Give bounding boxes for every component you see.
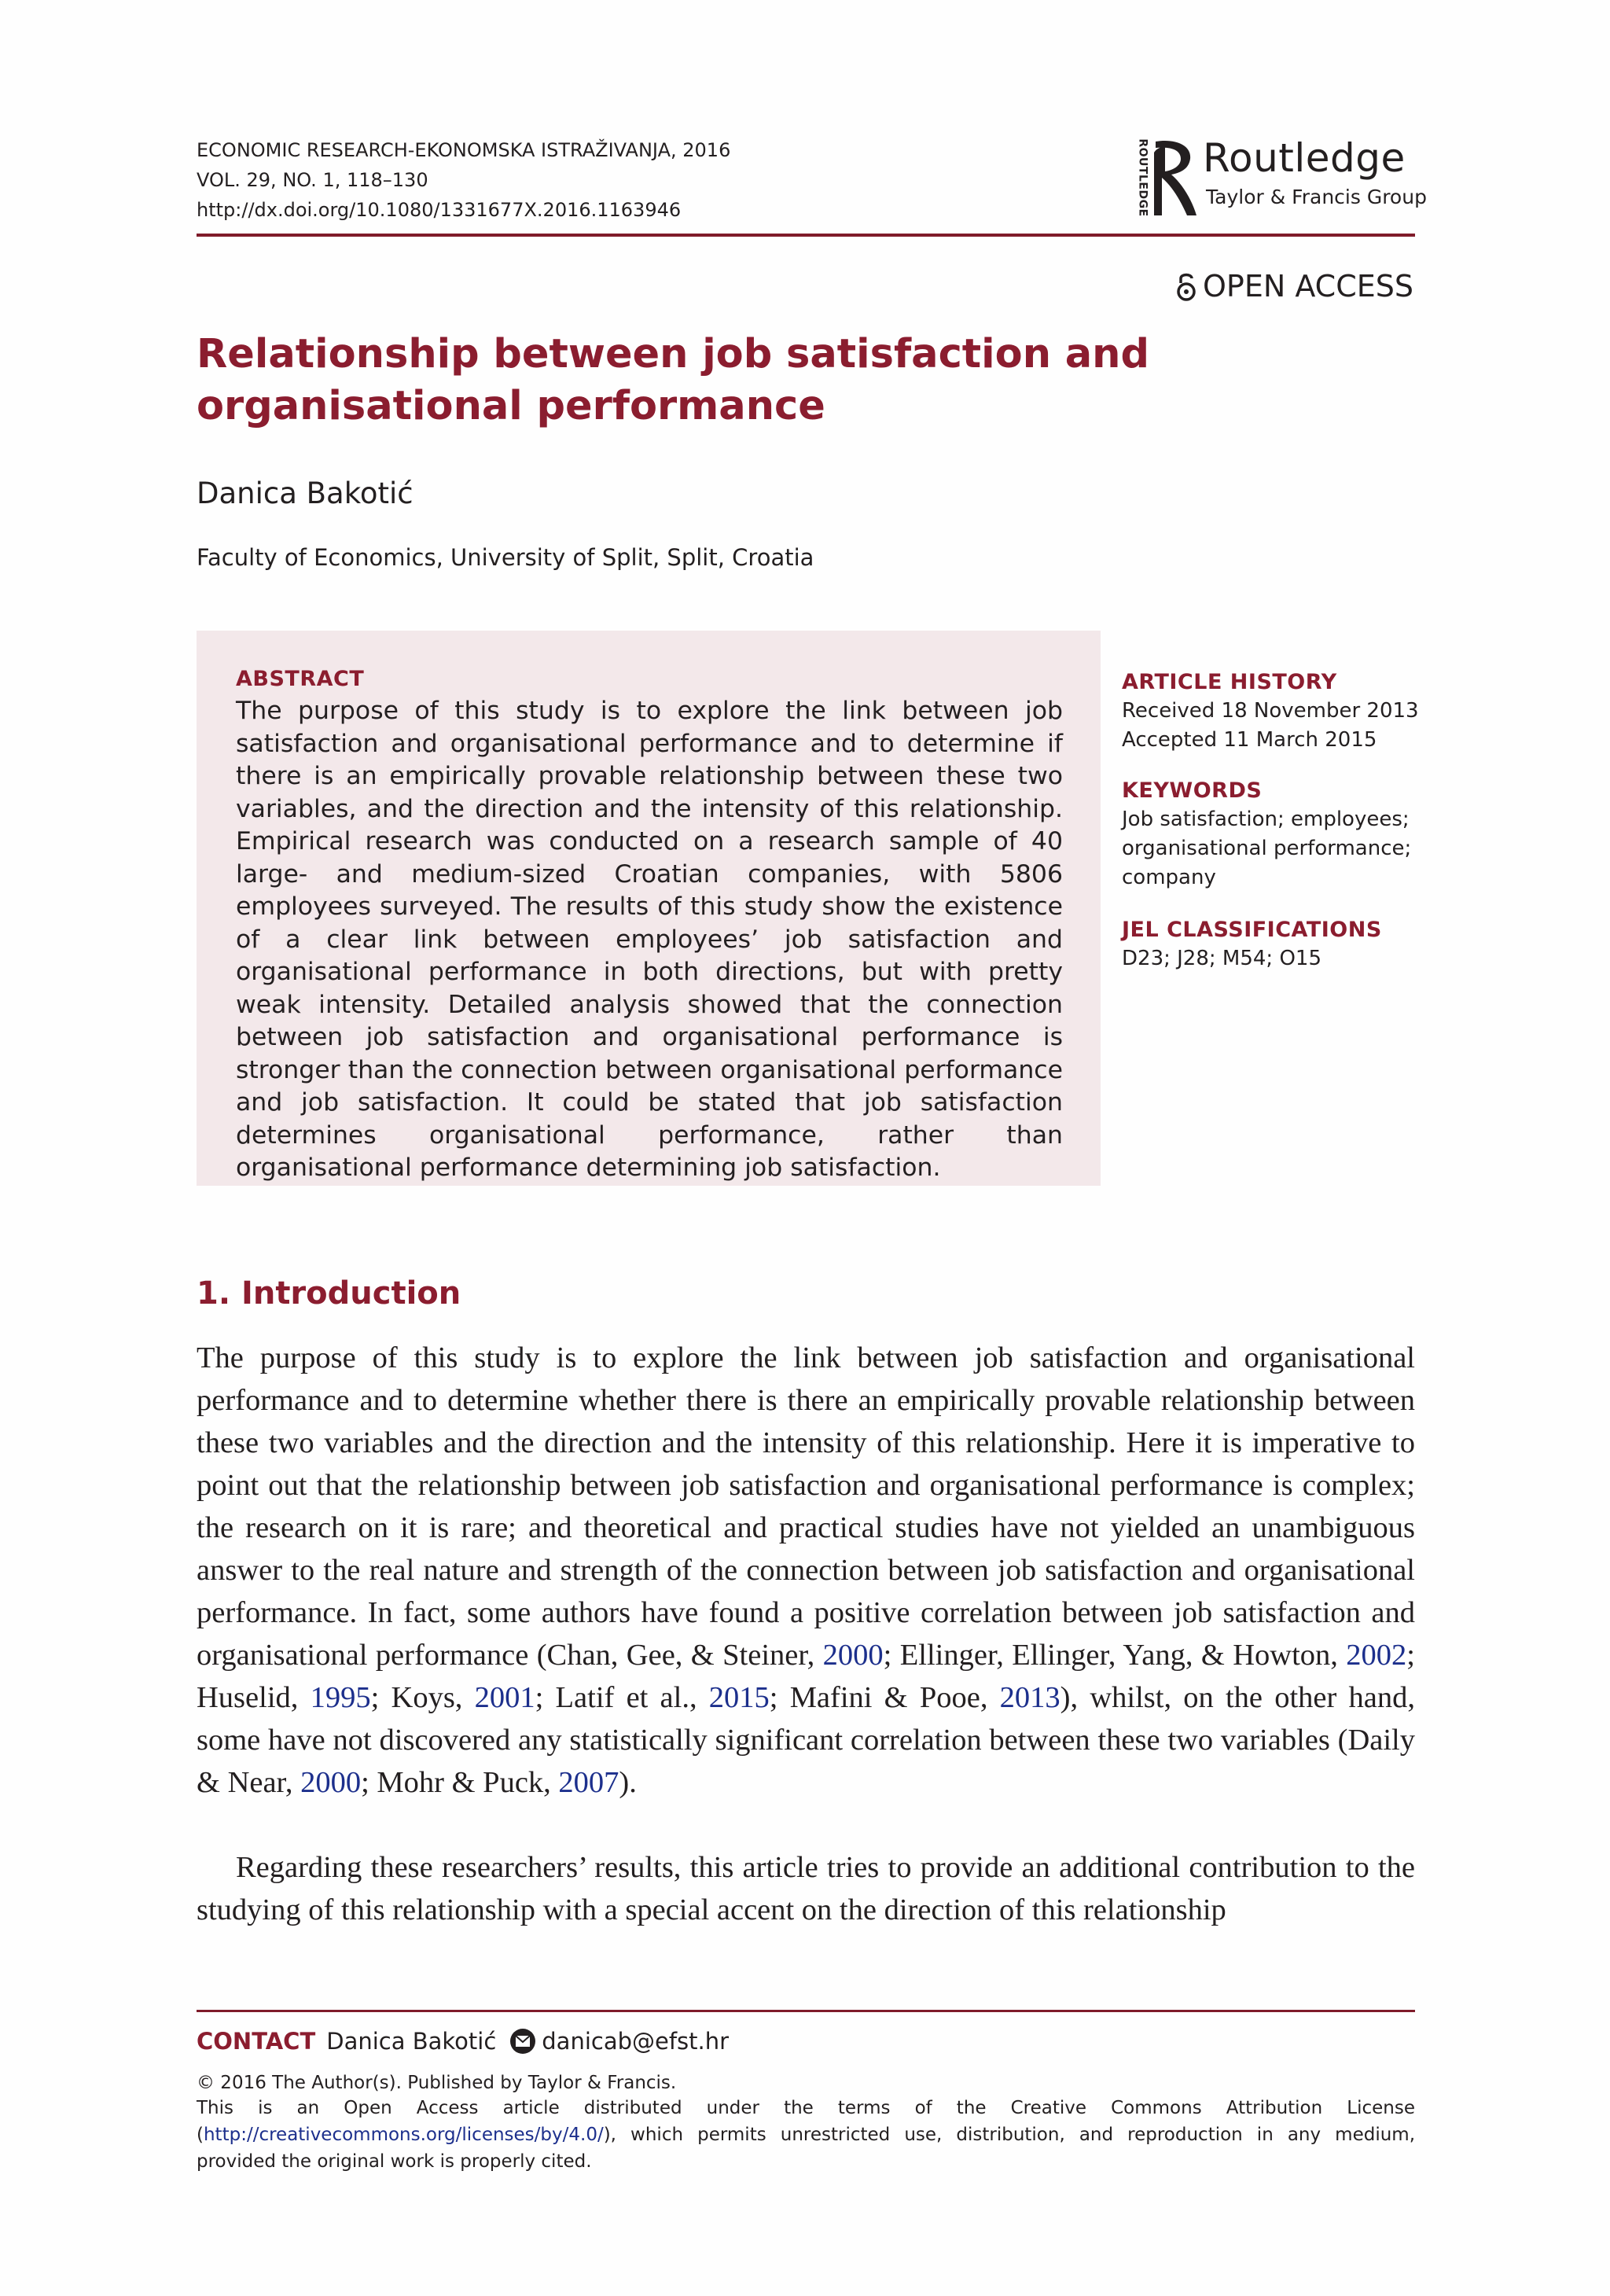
publisher-name: Routledge [1203, 135, 1406, 181]
citation-link[interactable]: 2002 [1346, 1639, 1407, 1672]
citation-link[interactable]: 2000 [822, 1639, 884, 1672]
abstract-text: The purpose of this study is to explore the link between job satisfaction and organisational performance and to determine if there is an empirically provable relationship between these two variables, and the direction and the intensity of this relationship. Empirical research was conducted on a research sample of 40 large- and medium-sized Croatian companies, with 5806 employees surveyed. The results of this study show the existence of a clear link between employees’ job satisfaction and organisational performance in both directions, but with pretty weak intensity. Detailed analysis showed that the connection between job satisfaction and organisational performance is stronger than the connection between organisational performance and job satisfaction. It could be stated that job satisfaction determines organisational performance, rather than organisational performance determining job satisfaction. [236, 697, 1063, 1182]
copyright: © 2016 The Author(s). Published by Taylor & Francis. [197, 2073, 677, 2093]
article-history [1122, 668, 1421, 755]
publisher-logo [1134, 134, 1427, 220]
accepted-date: Accepted 11 March 2015 [1122, 728, 1377, 752]
section-heading-introduction: 1. Introduction [197, 1275, 461, 1312]
jel-heading: JEL CLASSIFICATIONS [1122, 918, 1382, 942]
received-date: Received 18 November 2013 [1122, 699, 1419, 723]
open-access-label: OPEN ACCESS [1203, 269, 1413, 304]
journal-name: ECONOMIC RESEARCH-EKONOMSKA ISTRAŽIVANJA, 2016 [197, 139, 731, 161]
envelope-icon [509, 2027, 537, 2055]
header-rule [197, 234, 1415, 237]
contact-line [197, 2027, 729, 2055]
article-history-heading: ARTICLE HISTORY [1122, 670, 1337, 694]
routledge-r-logo [1151, 137, 1198, 220]
intro-paragraph-1: The purpose of this study is to explore the link between job satisfaction and organisational performance and to determine whether there is there an empirically provable relationship between these two variables and the direction and the intensity of this relationship. Here it is imperative to point out that the relationship between job satisfaction and organisational performance is complex; the research on it is rare; and theoretical and practical studies have not yielded an unambiguous answer to the real nature and strength of the connection between job satisfaction and organisational performance. In fact, some authors have found a positive correlation between job satisfaction and organisational performance (Chan, Gee, & Steiner, 2000; Ellinger, Ellinger, Yang, & Howton, 2002; Huselid, 1995; Koys, 2001; Latif et al., 2015; Mafini & Pooe, 2013), whilst, on the other hand, some have not discovered any statistically significant correlation between these two variables (Daily & Near, 2000; Mohr & Puck, 2007). [197, 1341, 1415, 1799]
keywords-heading: KEYWORDS [1122, 778, 1263, 803]
keywords-block [1122, 777, 1421, 892]
citation-link[interactable]: 2007 [558, 1766, 619, 1799]
open-lock-icon [1176, 270, 1196, 302]
journal-info [197, 135, 730, 225]
license-text: This is an Open Access article distributed under the terms of the Creative Commons Attribution License (http://creativecommons.org/licenses/by/4.0/), which permits unrestricted use, distribution, and reproduction in any medium, provided the original work is properly cited. [197, 2098, 1415, 2172]
publisher-vertical-text: ROUTLEDGE [1136, 138, 1149, 217]
author-affiliation: Faculty of Economics, University of Split, Split, Croatia [197, 544, 814, 571]
license-link[interactable]: http://creativecommons.org/licenses/by/4.0/ [203, 2125, 604, 2145]
contact-label: CONTACT [197, 2028, 316, 2055]
open-access-badge [1176, 269, 1413, 304]
publisher-group: Taylor & Francis Group [1206, 186, 1427, 208]
abstract-heading: ABSTRACT [236, 667, 365, 691]
jel-codes: D23; J28; M54; O15 [1122, 947, 1321, 970]
citation-link[interactable]: 2001 [474, 1681, 535, 1714]
citation-link[interactable]: 2015 [708, 1681, 770, 1714]
contact-name: Danica Bakotić [326, 2028, 497, 2055]
contact-email-text[interactable]: danicab@efst.hr [542, 2028, 730, 2055]
citation-link[interactable]: 2000 [300, 1766, 362, 1799]
contact-email[interactable] [509, 2027, 729, 2055]
journal-doi[interactable]: http://dx.doi.org/10.1080/1331677X.2016.1163946 [197, 199, 682, 221]
citation-link[interactable]: 1995 [310, 1681, 371, 1714]
keywords-text: Job satisfaction; employees; organisational performance; company [1122, 808, 1412, 889]
footer-rule [197, 2010, 1415, 2012]
journal-volume: VOL. 29, NO. 1, 118–130 [197, 169, 428, 191]
author-name: Danica Bakotić [197, 476, 414, 510]
article-title: Relationship between job satisfaction and organisational performance [197, 331, 1149, 429]
jel-block [1122, 916, 1421, 973]
citation-link[interactable]: 2013 [999, 1681, 1060, 1714]
intro-paragraph-2: Regarding these researchers’ results, this article tries to provide an additional contribution to the studying of this relationship with a special accent on the direction of this relationship [197, 1851, 1415, 1926]
